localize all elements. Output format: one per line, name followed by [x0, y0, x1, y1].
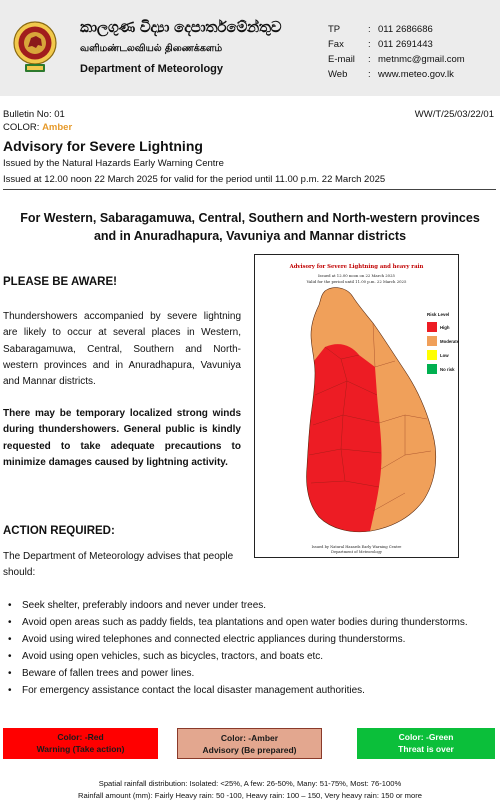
org-name-tamil: வளிமண்டலவியல் திணைக்களம் — [80, 43, 223, 54]
contact-row-email — [328, 52, 465, 67]
contact-value: www.meteo.gov.lk — [378, 69, 454, 80]
map-legend — [427, 312, 460, 378]
org-name-english: Department of Meteorology — [80, 63, 224, 75]
map-title: Advisory for Severe Lightning and heavy rain — [289, 264, 424, 270]
legend-swatch-no-risk — [427, 364, 437, 374]
aware-heading: PLEASE BE AWARE! — [3, 276, 117, 288]
color-code-red-title: Color: -Red — [57, 732, 104, 742]
color-code-green — [357, 728, 495, 759]
legend-swatch-moderate — [427, 336, 437, 346]
color-code-green-title: Color: -Green — [398, 732, 454, 742]
legend-item-high — [427, 322, 455, 332]
legend-item-no-risk — [427, 364, 455, 374]
contact-label: Web — [328, 69, 348, 80]
color-code-red — [3, 728, 158, 759]
contact-row-web — [328, 67, 465, 82]
contact-label: TP — [328, 24, 341, 35]
national-emblem-icon — [12, 16, 58, 76]
color-value: Amber — [42, 122, 73, 133]
contact-value: metnmc@gmail.com — [378, 54, 465, 65]
contact-separator: : — [368, 54, 371, 65]
map-subtitle-valid: Valid for the period until 11.00 p.m. 22 March 2025 — [306, 279, 407, 284]
legend-title: Risk Level — [427, 312, 450, 317]
action-intro: The Department of Meteorology advises that people should: — [3, 551, 234, 578]
action-list — [8, 598, 493, 700]
wind-paragraph: There may be temporary localized strong winds during thundershowers. General public is kindly requested to take adequate precautions to minimize damages caused by lightning activity. — [3, 408, 241, 468]
bulletin-reference: WW/T/25/03/22/01 — [414, 109, 494, 120]
contact-separator: : — [368, 24, 371, 35]
contact-row-fax — [328, 37, 465, 52]
color-code-red-meaning: Warning (Take action) — [36, 744, 125, 754]
legend-label: Low — [440, 352, 449, 358]
legend-swatch-low — [427, 350, 437, 360]
sri-lanka-map — [255, 255, 460, 559]
issued-at: Issued at 12.00 noon 22 March 2025 for valid for the period until 11.00 p.m. 22 March 2025 — [3, 174, 386, 185]
list-item: • For emergency assistance contact the local disaster management authorities. — [8, 683, 493, 698]
contact-separator: : — [368, 69, 371, 80]
legend-label: No risk — [440, 366, 455, 372]
bulletin-color — [3, 122, 72, 133]
risk-map — [254, 254, 459, 558]
action-heading: ACTION REQUIRED: — [3, 525, 115, 537]
color-code-amber-title: Color: -Amber — [220, 733, 279, 743]
contact-value: 011 2691443 — [378, 39, 433, 50]
contact-details — [328, 22, 465, 82]
contact-row-phone — [328, 22, 465, 37]
issued-by: Issued by the Natural Hazards Early Warning Centre — [3, 158, 224, 169]
letterhead — [0, 0, 500, 96]
color-code-amber-meaning: Advisory (Be prepared) — [202, 745, 297, 755]
contact-value: 011 2686686 — [378, 24, 433, 35]
list-item: • Seek shelter, preferably indoors and never under trees. — [8, 598, 493, 613]
color-code-green-meaning: Threat is over — [398, 744, 454, 754]
rainfall-distribution-note: Spatial rainfall distribution: Isolated: <25%, A few: 26-50%, Many: 51-75%, Most: 76-100% — [98, 779, 402, 788]
contact-label: Fax — [328, 39, 344, 50]
list-item: • Avoid using open vehicles, such as bicycles, tractors, and boats etc. — [8, 649, 493, 664]
legend-label: High — [440, 324, 450, 330]
legend-swatch-high — [427, 322, 437, 332]
legend-item-low — [427, 350, 455, 360]
color-label: COLOR: — [3, 122, 43, 133]
map-footer-department: Department of Meteorology — [331, 550, 382, 554]
color-code-amber — [177, 728, 322, 759]
list-item: • Avoid using wired telephones and connected electric appliances during thunderstorms. — [8, 632, 493, 647]
list-item: • Avoid open areas such as paddy fields, tea plantations and open water bodies during thunderstorms. — [8, 615, 493, 630]
affected-areas-heading: For Western, Sabaragamuwa, Central, Southern and North-western provinces and in Anuradhapura, Vavuniya and Mannar districts — [20, 211, 480, 243]
map-footer-issuer: Issued by Natural Hazards Early Warning Centre — [311, 545, 402, 549]
legend-item-moderate — [427, 336, 460, 346]
advisory-title: Advisory for Severe Lightning — [3, 138, 203, 154]
contact-label: E-mail — [328, 54, 355, 65]
list-item: • Beware of fallen trees and power lines. — [8, 666, 493, 681]
rainfall-amount-note: Rainfall amount (mm): Fairly Heavy rain: 50 -100, Heavy rain: 100 – 150, Very heavy rain: 150 or more — [78, 791, 422, 800]
aware-paragraph: Thundershowers accompanied by severe lightning are likely to occur at several places in Western, Sabaragamuwa, Central, Southern and North-western provinces and in Anuradhapura, Vavuniya and Mannar districts. — [3, 311, 241, 388]
map-subtitle-issued: Issued at 12.00 noon on 22 March 2025 — [318, 273, 395, 278]
org-name-sinhala: කාලගුණ විද්‍යා දෙපාර්තමේන්තුව — [80, 18, 282, 36]
contact-separator: : — [368, 39, 371, 50]
bulletin-number: Bulletin No: 01 — [3, 109, 65, 120]
legend-label: Moderate — [440, 338, 460, 344]
divider — [3, 189, 496, 190]
